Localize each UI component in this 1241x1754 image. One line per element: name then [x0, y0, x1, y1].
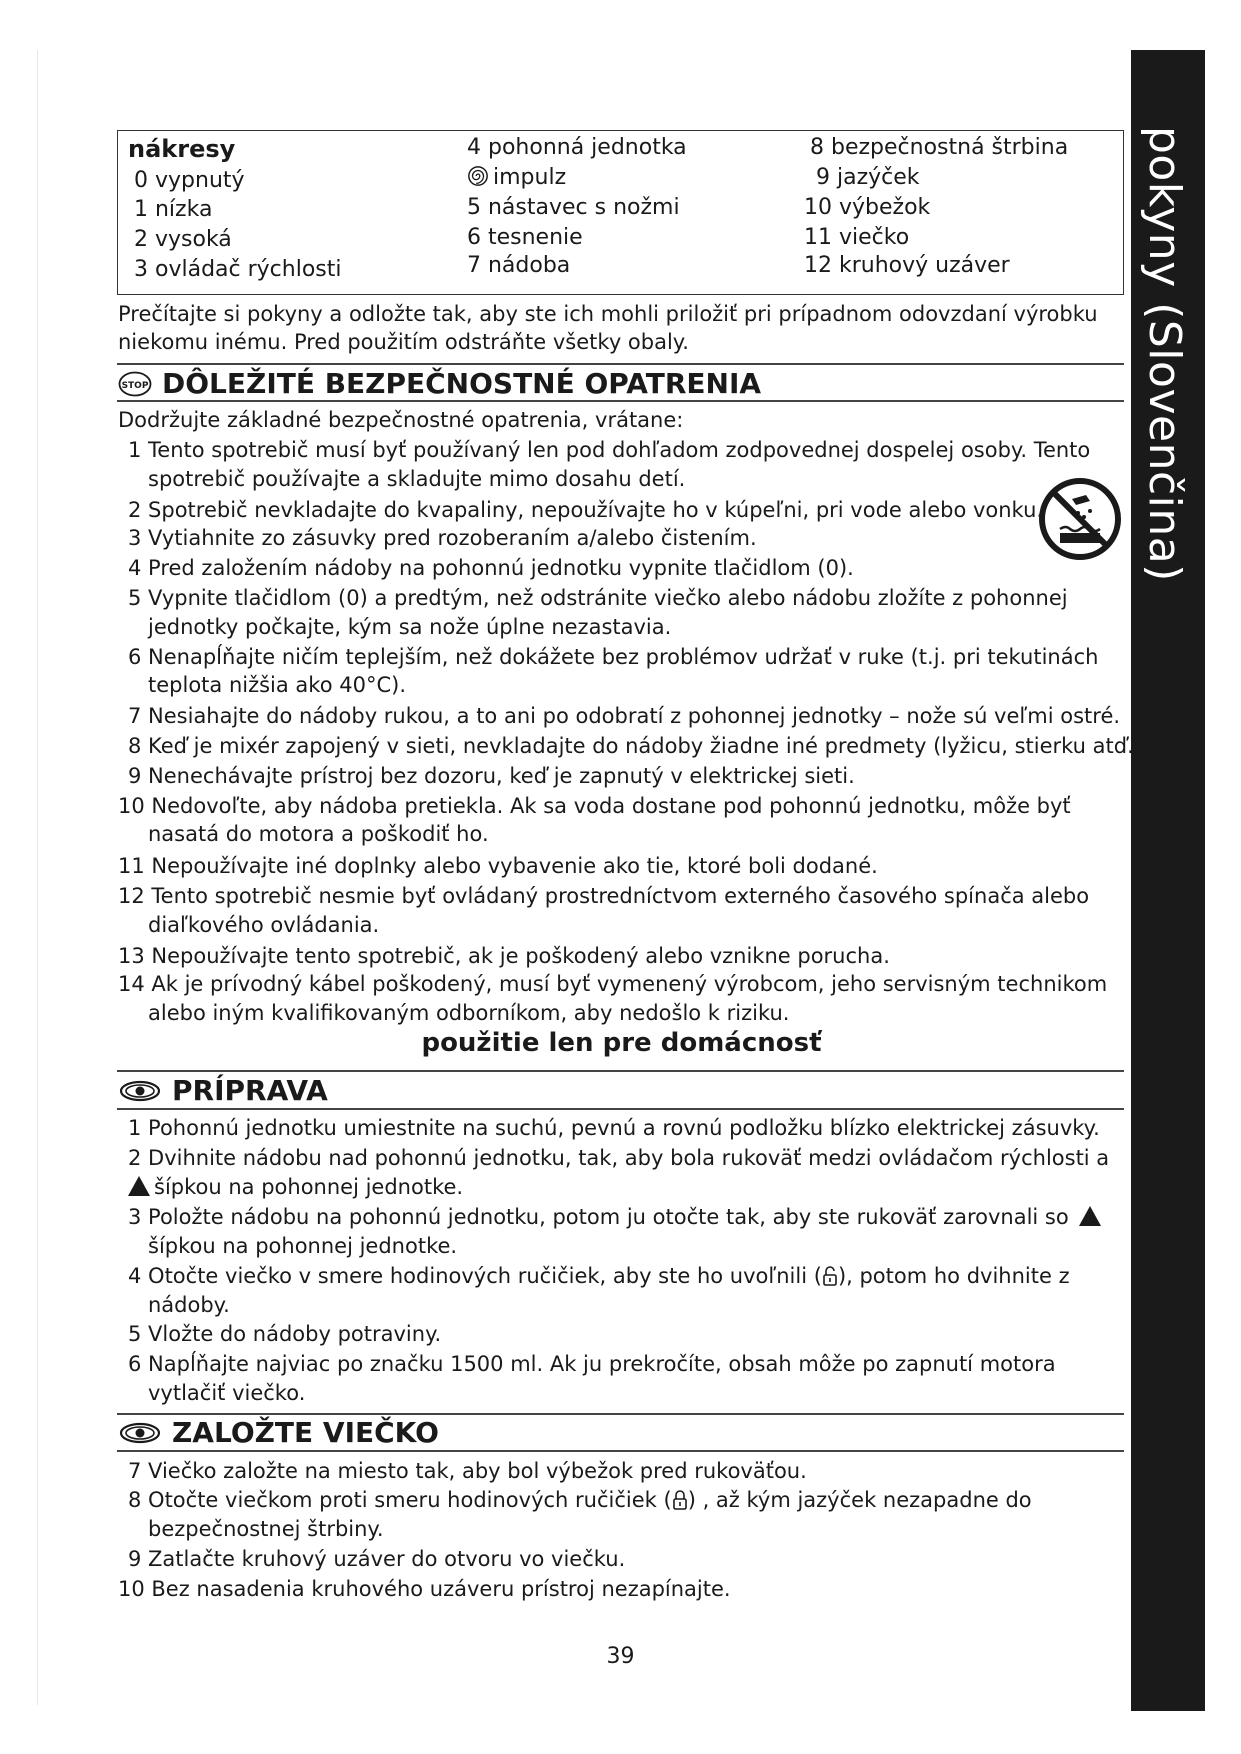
- preparation-item: šípkou na pohonnej jednotke.: [148, 1234, 458, 1258]
- safety-item: nasatá do motora a poškodiť ho.: [148, 822, 489, 846]
- legend-item: 6 tesnenie: [467, 225, 583, 250]
- page-number: 39: [606, 1644, 635, 1669]
- lid-item-text: 8 Otočte viečkom proti smeru hodinových ručičiek (: [128, 1488, 672, 1512]
- legend-title: nákresy: [128, 135, 236, 163]
- legend-item-impulse: [467, 165, 566, 190]
- legend-item: 1 nízka: [134, 197, 213, 222]
- arrow-triangle-icon: [1079, 1206, 1101, 1226]
- legend-item: 0 vypnutý: [134, 168, 245, 193]
- section-rule: [117, 400, 1124, 402]
- lid-item: 7 Viečko založte na miesto tak, aby bol výbežok pred rukoväťou.: [128, 1459, 807, 1483]
- safety-item: 13 Nepoužívajte tento spotrebič, ak je poškodený alebo vznikne porucha.: [118, 944, 890, 968]
- section-rule: [117, 1413, 1124, 1415]
- preparation-item-text: 4 Otočte viečko v smere hodinových ručičiek, aby ste ho uvoľnili (: [128, 1264, 822, 1288]
- legend-item: 7 nádoba: [467, 253, 571, 278]
- safety-heading: [118, 367, 761, 400]
- legend-item: 3 ovládač rýchlosti: [134, 257, 342, 282]
- safety-item: teplota nižšia ako 40°C).: [148, 673, 406, 697]
- safety-item: 9 Nenechávajte prístroj bez dozoru, keď je zapnutý v elektrickej sieti.: [128, 764, 855, 788]
- legend-item: 11 viečko: [804, 225, 910, 250]
- arrow-triangle-icon: [128, 1176, 150, 1196]
- safety-item: 11 Nepoužívajte iné doplnky alebo vybavenie ako tie, ktoré boli dodané.: [118, 854, 878, 878]
- side-tab-label: pokyny (Slovenčina): [1139, 126, 1190, 582]
- safety-item: 6 Nenapĺňajte ničím teplejším, než dokážete bez problémov udržať v ruke (t.j. pri tekutinách: [128, 645, 1099, 669]
- page-edge-line: [37, 50, 38, 1705]
- preparation-item: vytlačiť viečko.: [148, 1381, 306, 1405]
- parts-legend-box: [117, 130, 1124, 295]
- household-use-note: použitie len pre domácnosť: [421, 1028, 822, 1058]
- unlock-icon: [822, 1265, 838, 1287]
- preparation-item-text: šípkou na pohonnej jednotke.: [154, 1175, 464, 1199]
- legend-item: 8 bezpečnostná štrbina: [810, 135, 1069, 160]
- lid-item: 10 Bez nasadenia kruhového uzáveru prístroj nezapínajte.: [118, 1577, 731, 1601]
- lid-heading: [118, 1416, 439, 1449]
- section-rule: [117, 1450, 1124, 1452]
- safety-heading-text: DÔLEŽITÉ BEZPEČNOSTNÉ OPATRENIA: [162, 367, 762, 400]
- preparation-heading: [118, 1074, 328, 1107]
- safety-item: spotrebič používajte a skladujte mimo dosahu detí.: [148, 467, 686, 491]
- preparation-item: 2 Dvihnite nádobu nad pohonnú jednotku, tak, aby bola rukoväť medzi ovládačom rýchlosti a: [128, 1146, 1110, 1170]
- intro-paragraph: Prečítajte si pokyny a odložte tak, aby ste ich mohli priložiť pri prípadnom odovzdaní výrobku niekomu inému. Pred použitím odstráňte všetky obaly.: [118, 302, 1098, 354]
- safety-item: 7 Nesiahajte do nádoby rukou, a to ani po odobratí z pohonnej jednotky – nože sú veľmi ostré.: [128, 704, 1121, 728]
- eye-icon: [118, 1079, 162, 1103]
- legend-impulse-label: impulz: [493, 165, 567, 190]
- lid-item-text: ) , až kým jazýček nezapadne do: [687, 1488, 1032, 1512]
- safety-item: alebo iným kvalifikovaným odborníkom, aby nedošlo k riziku.: [148, 1001, 790, 1025]
- legend-item: 4 pohonná jednotka: [467, 135, 687, 160]
- legend-item: 12 kruhový uzáver: [804, 253, 1010, 278]
- lock-icon: [672, 1489, 688, 1511]
- safety-item: 2 Spotrebič nevkladajte do kvapaliny, nepoužívajte ho v kúpeľni, pri vode alebo vonku.: [128, 498, 1044, 522]
- safety-item: diaľkového ovládania.: [148, 913, 380, 937]
- legend-item: 2 vysoká: [134, 227, 232, 252]
- safety-item: jednotky počkajte, kým sa nože úplne nezastavia.: [148, 615, 672, 639]
- lid-item: 9 Zatlačte kruhový uzáver do otvoru vo viečku.: [128, 1547, 626, 1571]
- preparation-item: 1 Pohonnú jednotku umiestnite na suchú, pevnú a rovnú podložku blízko elektrickej zásuvky.: [128, 1116, 1100, 1140]
- eye-icon: [118, 1421, 162, 1445]
- legend-item: 10 výbežok: [804, 195, 931, 220]
- stop-icon: [118, 371, 152, 397]
- preparation-item: nádoby.: [148, 1293, 230, 1317]
- stop-icon-label: STOP: [121, 380, 149, 391]
- preparation-item: [128, 1203, 1105, 1231]
- safety-item: 10 Nedovoľte, aby nádoba pretiekla. Ak sa voda dostane pod pohonnú jednotku, môže byť: [118, 794, 1071, 818]
- lid-item: bezpečnostnej štrbiny.: [148, 1517, 384, 1541]
- safety-item: 12 Tento spotrebič nesmie byť ovládaný prostredníctvom externého časového spínača alebo: [118, 884, 1090, 908]
- legend-item: 9 jazýček: [816, 165, 920, 190]
- preparation-item: [124, 1173, 463, 1201]
- section-rule: [117, 363, 1124, 365]
- preparation-item: 6 Napĺňajte najviac po značku 1500 ml. Ak ju prekročíte, obsah môže po zapnutí motora: [128, 1352, 1056, 1376]
- safety-item: 1 Tento spotrebič musí byť používaný len pod dohľadom zodpovednej dospelej osoby. Tento: [128, 438, 1091, 462]
- legend-item: 5 nástavec s nožmi: [467, 195, 680, 220]
- preparation-item: [128, 1262, 1070, 1290]
- safety-item: 4 Pred založením nádoby na pohonnú jednotku vypnite tlačidlom (0).: [128, 556, 854, 580]
- language-side-tab: [1131, 50, 1205, 1711]
- no-water-icon: [1038, 477, 1122, 561]
- safety-item: 8 Keď je mixér zapojený v sieti, nevkladajte do nádoby žiadne iné predmety (lyžicu, stierku atď.): [128, 734, 1142, 758]
- pulse-spiral-icon: [467, 165, 489, 187]
- section-rule: [117, 1108, 1124, 1110]
- safety-item: 5 Vypnite tlačidlom (0) a predtým, než odstránite viečko alebo nádobu zložíte z pohonnej: [128, 586, 1068, 610]
- section-rule: [117, 1070, 1124, 1072]
- preparation-item-text: 3 Položte nádobu na pohonnú jednotku, potom ju otočte tak, aby ste rukoväť zarovnali so: [128, 1205, 1069, 1229]
- preparation-heading-text: PRÍPRAVA: [172, 1074, 328, 1107]
- safety-item: 14 Ak je prívodný kábel poškodený, musí byť vymenený výrobcom, jeho servisným technikom: [118, 972, 1108, 996]
- preparation-item: 5 Vložte do nádoby potraviny.: [128, 1322, 442, 1346]
- lid-item: [128, 1486, 1032, 1514]
- safety-lead: Dodržujte základné bezpečnostné opatrenia, vrátane:: [118, 408, 684, 432]
- safety-item: 3 Vytiahnite zo zásuvky pred rozoberaním a/alebo čistením.: [128, 526, 757, 550]
- preparation-item-text: ), potom ho dvihnite z: [837, 1264, 1070, 1288]
- lid-heading-text: ZALOŽTE VIEČKO: [172, 1416, 439, 1449]
